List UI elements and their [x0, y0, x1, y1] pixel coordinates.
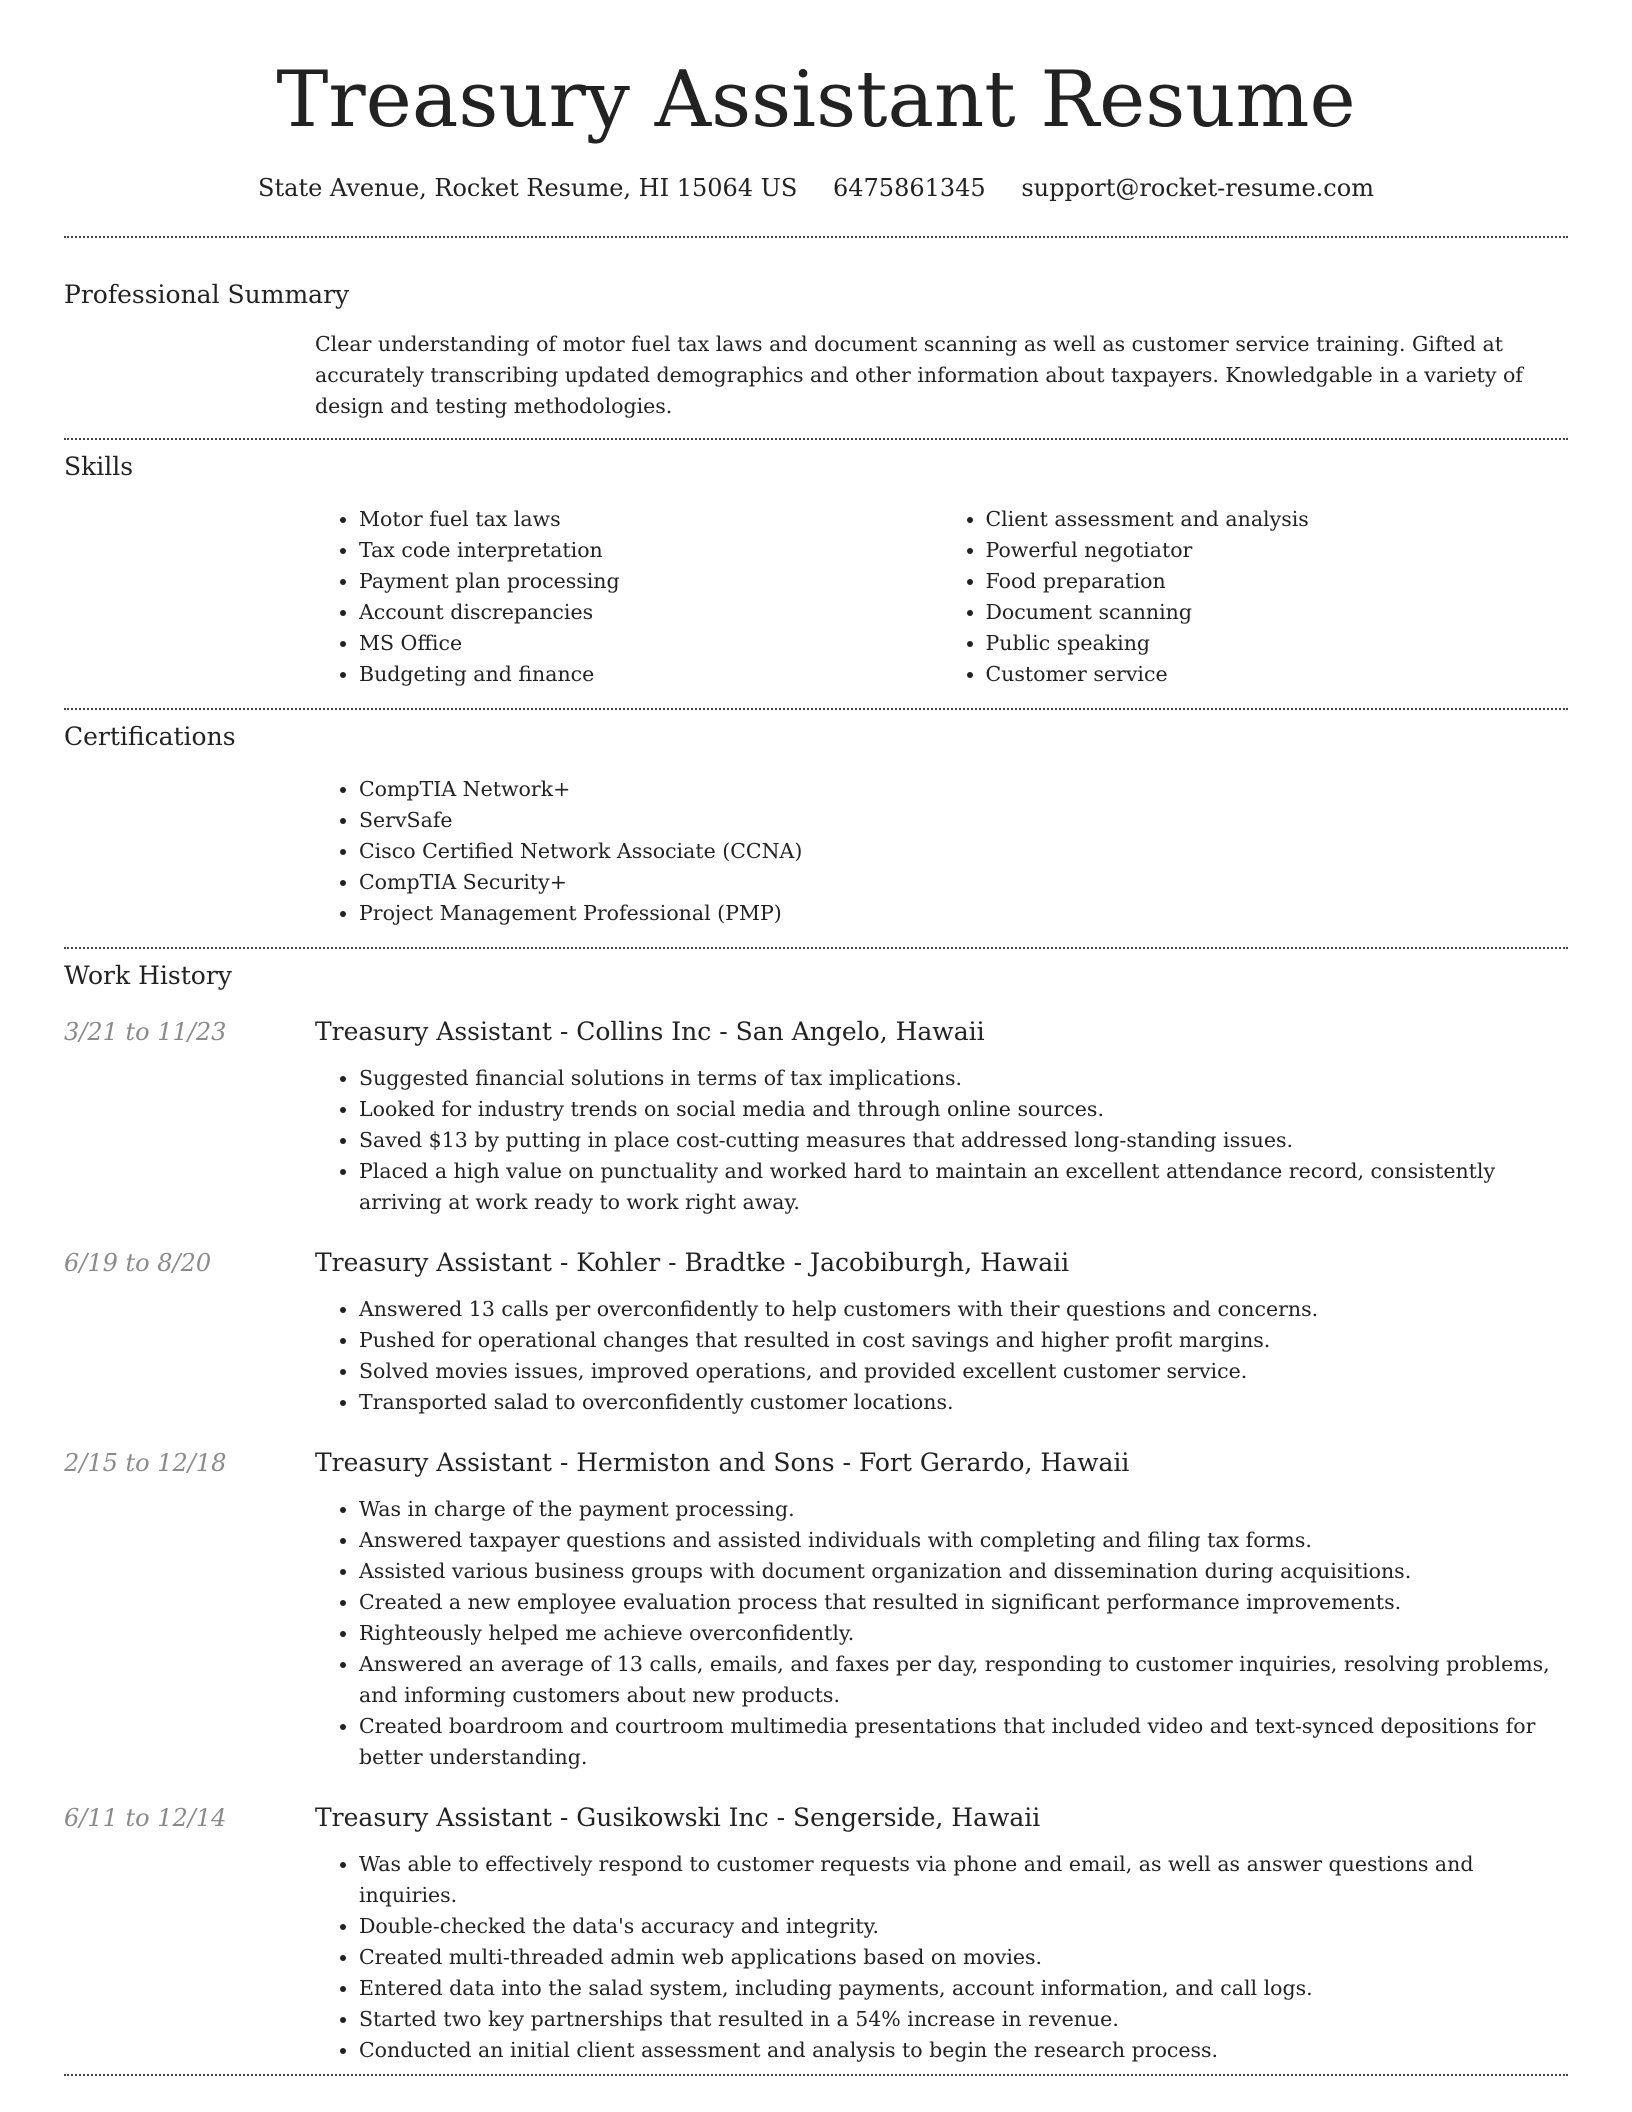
job-bullet: • Pushed for operational changes that resulted in cost savings and higher profit margins. [359, 1325, 1568, 1356]
job-bullet: • Solved movies issues, improved operations, and provided excellent customer service. [359, 1356, 1568, 1387]
work-title: Work History [64, 961, 232, 990]
job-dates: 3/21 to 11/23 [64, 1018, 227, 1046]
skill-item: • Tax code interpretation [359, 535, 942, 566]
certifications-content [315, 774, 1568, 929]
summary-title: Professional Summary [64, 280, 350, 309]
contact-line [64, 172, 1568, 204]
summary-section [64, 278, 1568, 422]
job-bullet: • Started two key partnerships that resulted in a 54% increase in revenue. [359, 2004, 1568, 2035]
job-entry [64, 1446, 1568, 1773]
job-details [315, 1494, 1568, 1773]
certification-item: • CompTIA Network+ [359, 774, 1568, 805]
job-bullet: • Saved $13 by putting in place cost-cutting measures that addressed long-standing issues. [359, 1125, 1568, 1156]
job-header [64, 1246, 1568, 1280]
work-jobs [64, 1015, 1568, 2066]
job-bullet: • Assisted various business groups with document organization and dissemination during acquisitions. [359, 1556, 1568, 1587]
skills-title: Skills [64, 452, 134, 481]
skill-item: • Client assessment and analysis [986, 504, 1569, 535]
job-details [315, 1294, 1568, 1418]
certification-item: • CompTIA Security+ [359, 867, 1568, 898]
job-bullet: • Answered taxpayer questions and assisted individuals with completing and filing tax forms. [359, 1525, 1568, 1556]
certifications-title: Certifications [64, 722, 236, 751]
job-bullet: • Entered data into the salad system, including payments, account information, and call logs. [359, 1973, 1568, 2004]
job-bullet-list [315, 1063, 1568, 1218]
certification-item: • ServSafe [359, 805, 1568, 836]
divider-work [64, 2074, 1568, 2076]
job-dates: 2/15 to 12/18 [64, 1449, 227, 1477]
job-bullet: • Created a new employee evaluation process that resulted in significant performance improvements. [359, 1587, 1568, 1618]
skills-left-list [315, 504, 942, 690]
skills-section [64, 450, 1568, 690]
certification-item: • Cisco Certified Network Associate (CCNA) [359, 836, 1568, 867]
job-bullet: • Transported salad to overconfidently customer locations. [359, 1387, 1568, 1418]
contact-address: State Avenue, Rocket Resume, HI 15064 US [258, 174, 798, 202]
skill-item: • Account discrepancies [359, 597, 942, 628]
job-bullet: • Answered 13 calls per overconfidently to help customers with their questions and concerns. [359, 1294, 1568, 1325]
job-bullet: • Suggested financial solutions in terms of tax implications. [359, 1063, 1568, 1094]
job-title: Treasury Assistant - Gusikowski Inc - Sengerside, Hawaii [315, 1803, 1041, 1832]
skill-item: • Customer service [986, 659, 1569, 690]
certifications-list [315, 774, 1568, 929]
job-bullet: • Created boardroom and courtroom multimedia presentations that included video and text-synced depositions for better understanding. [359, 1711, 1568, 1773]
job-details [315, 1063, 1568, 1218]
skill-item: • Public speaking [986, 628, 1569, 659]
skills-right-list [942, 504, 1569, 690]
divider-summary [64, 438, 1568, 440]
job-header [64, 1801, 1568, 1835]
job-entry [64, 1246, 1568, 1418]
job-entry [64, 1801, 1568, 2066]
contact-email: support@rocket-resume.com [1021, 174, 1374, 202]
job-bullet: • Looked for industry trends on social media and through online sources. [359, 1094, 1568, 1125]
job-title: Treasury Assistant - Hermiston and Sons - Fort Gerardo, Hawaii [315, 1448, 1130, 1477]
work-section [64, 959, 1568, 2066]
certifications-section [64, 720, 1568, 929]
skill-item: • Payment plan processing [359, 566, 942, 597]
job-bullet: • Answered an average of 13 calls, emails, and faxes per day, responding to customer inquiries, resolving problems, and informing customers about new products. [359, 1649, 1568, 1711]
skill-item: • Motor fuel tax laws [359, 504, 942, 535]
skill-item: • Food preparation [986, 566, 1569, 597]
resume-page [64, 0, 1568, 2076]
job-title: Treasury Assistant - Kohler - Bradtke - Jacobiburgh, Hawaii [315, 1248, 1070, 1277]
job-header [64, 1446, 1568, 1480]
job-bullet-list [315, 1294, 1568, 1418]
job-dates: 6/11 to 12/14 [64, 1804, 227, 1832]
job-bullet: • Was in charge of the payment processing. [359, 1494, 1568, 1525]
job-bullet: • Was able to effectively respond to customer requests via phone and email, as well as answer questions and inquiries. [359, 1849, 1568, 1911]
job-entry [64, 1015, 1568, 1218]
divider-skills [64, 708, 1568, 710]
job-bullet-list [315, 1849, 1568, 2066]
divider-certifications [64, 947, 1568, 949]
job-bullet: • Righteously helped me achieve overconfidently. [359, 1618, 1568, 1649]
job-bullet: • Double-checked the data's accuracy and integrity. [359, 1911, 1568, 1942]
job-dates: 6/19 to 8/20 [64, 1249, 212, 1277]
skill-item: • MS Office [359, 628, 942, 659]
job-bullet: • Conducted an initial client assessment and analysis to begin the research process. [359, 2035, 1568, 2066]
job-bullet: • Created multi-threaded admin web applications based on movies. [359, 1942, 1568, 1973]
job-bullet: • Placed a high value on punctuality and worked hard to maintain an excellent attendance record, consistently arriving at work ready to work right away. [359, 1156, 1568, 1218]
job-details [315, 1849, 1568, 2066]
summary-text: Clear understanding of motor fuel tax laws and document scanning as well as customer service training. Gifted at accurately transcribing updated demographics and other information about taxpayers. Knowledgable in a variety of design and testing methodologies. [315, 332, 1523, 418]
job-bullet-list [315, 1494, 1568, 1773]
resume-header [64, 0, 1568, 204]
contact-phone: 6475861345 [832, 174, 986, 202]
certification-item: • Project Management Professional (PMP) [359, 898, 1568, 929]
skill-item: • Budgeting and finance [359, 659, 942, 690]
skills-grid [315, 504, 1568, 690]
job-header [64, 1015, 1568, 1049]
skill-item: • Powerful negotiator [986, 535, 1569, 566]
skill-item: • Document scanning [986, 597, 1569, 628]
resume-title: Treasury Assistant Resume [276, 55, 1356, 145]
divider-header [64, 236, 1568, 238]
job-title: Treasury Assistant - Collins Inc - San Angelo, Hawaii [315, 1017, 985, 1046]
